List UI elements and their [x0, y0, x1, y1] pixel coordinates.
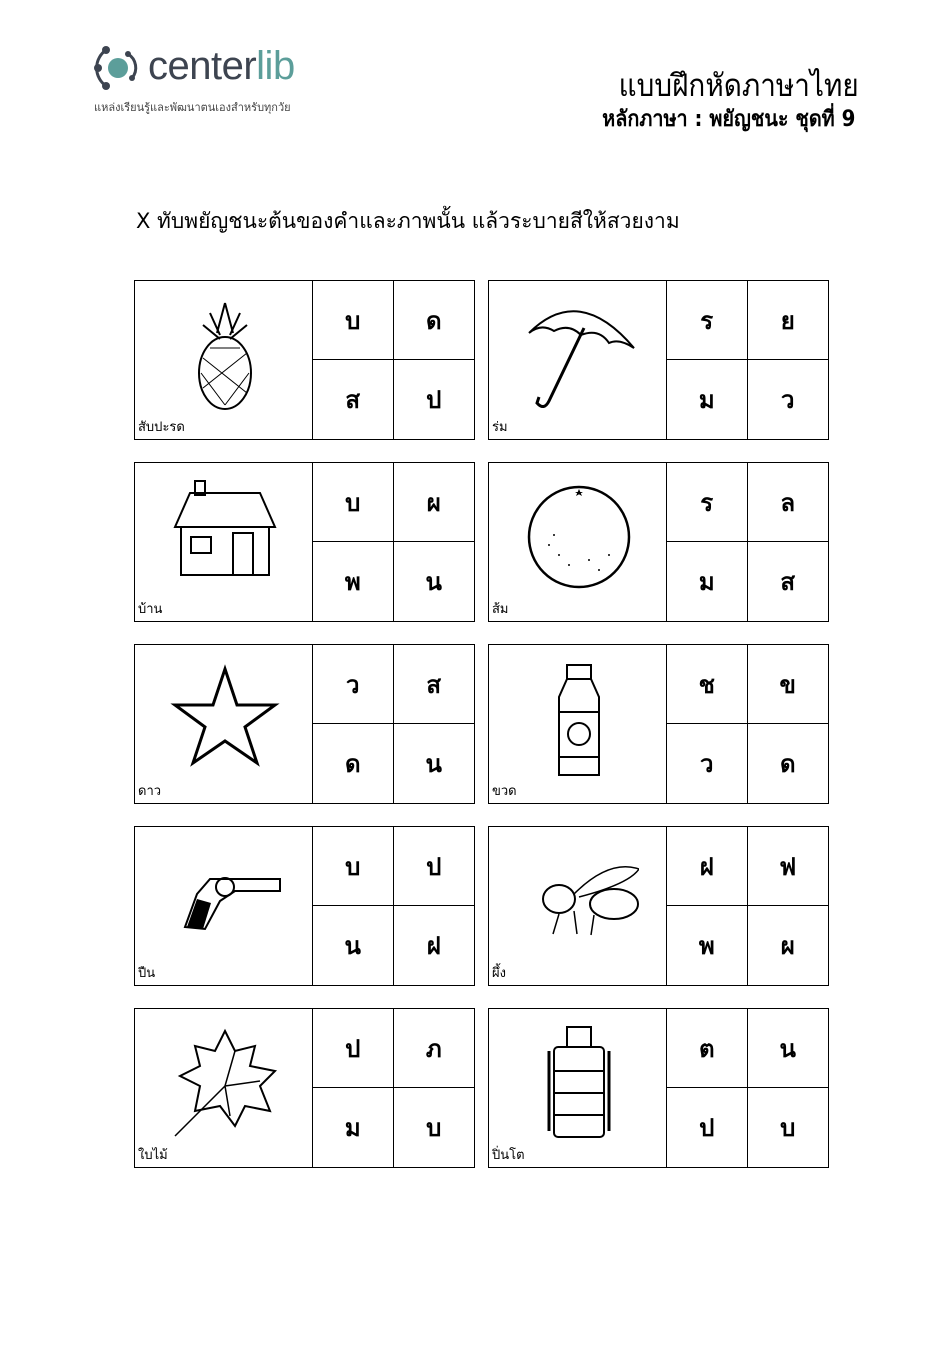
- picture-area: [489, 1009, 667, 1167]
- letter-choice[interactable]: ต: [667, 1009, 748, 1088]
- exercise-card: [134, 826, 475, 986]
- letter-choice[interactable]: ม: [313, 1088, 394, 1167]
- letter-choice[interactable]: ว: [667, 724, 748, 803]
- letter-choice[interactable]: บ: [780, 1114, 796, 1142]
- picture-area: [489, 281, 667, 439]
- letter-choice[interactable]: ฝ: [667, 827, 748, 906]
- letter-grid: [313, 463, 474, 621]
- picture-area: [135, 281, 313, 439]
- letter-grid: [667, 645, 828, 803]
- picture-area: [135, 463, 313, 621]
- letter-choice[interactable]: พ: [313, 542, 394, 621]
- letter-choice[interactable]: ผ: [780, 932, 795, 960]
- page-title: แบบฝึกหัดภาษาไทย: [618, 68, 859, 104]
- letter-choice[interactable]: ข: [748, 645, 829, 724]
- exercise-card: [488, 280, 829, 440]
- letter-choice[interactable]: บ: [313, 827, 394, 906]
- word-label: ปืน: [138, 966, 156, 981]
- letter-choice[interactable]: น: [313, 906, 394, 985]
- letter-choice[interactable]: ป: [667, 1088, 748, 1167]
- exercise-card: [488, 826, 829, 986]
- letter-choice[interactable]: ด: [313, 724, 394, 803]
- letter-choice[interactable]: ด: [394, 281, 475, 360]
- letter-choice[interactable]: น: [748, 1009, 829, 1088]
- letter-choice[interactable]: ร: [667, 281, 748, 360]
- letter-grid: [313, 645, 474, 803]
- umbrella-icon: [519, 293, 639, 413]
- letter-choice[interactable]: ว: [313, 645, 394, 724]
- exercise-card: [488, 1008, 829, 1168]
- letter-choice[interactable]: ป: [394, 827, 475, 906]
- word-label: ผึ้ง: [492, 966, 506, 981]
- letter-grid: [313, 827, 474, 985]
- word-label: สับปะรด: [138, 420, 185, 435]
- food-carrier-icon: [519, 1021, 639, 1141]
- pineapple-icon: [165, 293, 285, 413]
- logo-icon: [92, 42, 144, 94]
- orange-icon: [519, 475, 639, 595]
- letter-grid: [313, 281, 474, 439]
- picture-area: [489, 645, 667, 803]
- letter-choice[interactable]: ว: [781, 386, 795, 414]
- bee-icon: [519, 839, 639, 959]
- letter-choice[interactable]: ส: [780, 568, 796, 596]
- page-subtitle: หลักภาษา : พยัญชนะ ชุดที่ 9: [601, 107, 855, 132]
- letter-grid: [667, 827, 828, 985]
- word-label: ดาว: [138, 784, 162, 799]
- exercise-card: [488, 462, 829, 622]
- letter-grid: [667, 1009, 828, 1167]
- picture-area: [135, 1009, 313, 1167]
- letter-choice[interactable]: ย: [748, 281, 829, 360]
- letter-choice[interactable]: น: [425, 750, 442, 778]
- exercise-card: [134, 1008, 475, 1168]
- picture-area: [489, 463, 667, 621]
- letter-choice[interactable]: ล: [748, 463, 829, 542]
- letter-choice[interactable]: ช: [667, 645, 748, 724]
- house-icon: [165, 475, 285, 595]
- logo-tagline: แหล่งเรียนรู้และพัฒนาตนเองสำหรับทุกวัย: [94, 101, 291, 114]
- gun-icon: [165, 839, 285, 959]
- picture-area: [135, 645, 313, 803]
- exercise-card: [134, 462, 475, 622]
- bottle-icon: [519, 657, 639, 777]
- letter-choice[interactable]: ส: [313, 360, 394, 439]
- letter-grid: [667, 463, 828, 621]
- letter-choice[interactable]: ป: [426, 386, 442, 414]
- letter-choice[interactable]: บ: [426, 1114, 442, 1142]
- star-icon: [165, 657, 285, 777]
- word-label: ขวด: [492, 784, 517, 799]
- exercise-card: [488, 644, 829, 804]
- letter-choice[interactable]: ผ: [394, 463, 475, 542]
- instruction: X ทับพยัญชนะต้นของคำและภาพนั้น แล้วระบายสีให้สวยงาม: [136, 209, 680, 233]
- exercise-card: [134, 280, 475, 440]
- word-label: ส้ม: [492, 602, 509, 617]
- letter-grid: [313, 1009, 474, 1167]
- letter-choice[interactable]: ด: [779, 750, 796, 778]
- leaf-icon: [165, 1021, 285, 1141]
- letter-choice[interactable]: ภ: [394, 1009, 475, 1088]
- logo-name: centerlib: [148, 44, 295, 88]
- letter-choice[interactable]: ร: [667, 463, 748, 542]
- word-label: ปิ่นโต: [492, 1148, 525, 1163]
- word-label: ใบไม้: [138, 1148, 168, 1163]
- word-label: บ้าน: [138, 602, 163, 617]
- letter-choice[interactable]: น: [425, 568, 442, 596]
- letter-choice[interactable]: บ: [313, 463, 394, 542]
- letter-choice[interactable]: ป: [313, 1009, 394, 1088]
- letter-choice[interactable]: ม: [667, 542, 748, 621]
- letter-choice[interactable]: ส: [394, 645, 475, 724]
- letter-choice[interactable]: ม: [667, 360, 748, 439]
- letter-choice[interactable]: บ: [313, 281, 394, 360]
- letter-choice[interactable]: ฝ: [426, 932, 441, 960]
- picture-area: [489, 827, 667, 985]
- word-label: ร่ม: [492, 420, 508, 435]
- letter-choice[interactable]: พ: [667, 906, 748, 985]
- letter-grid: [667, 281, 828, 439]
- picture-area: [135, 827, 313, 985]
- letter-choice[interactable]: ฟ: [748, 827, 829, 906]
- exercise-card: [134, 644, 475, 804]
